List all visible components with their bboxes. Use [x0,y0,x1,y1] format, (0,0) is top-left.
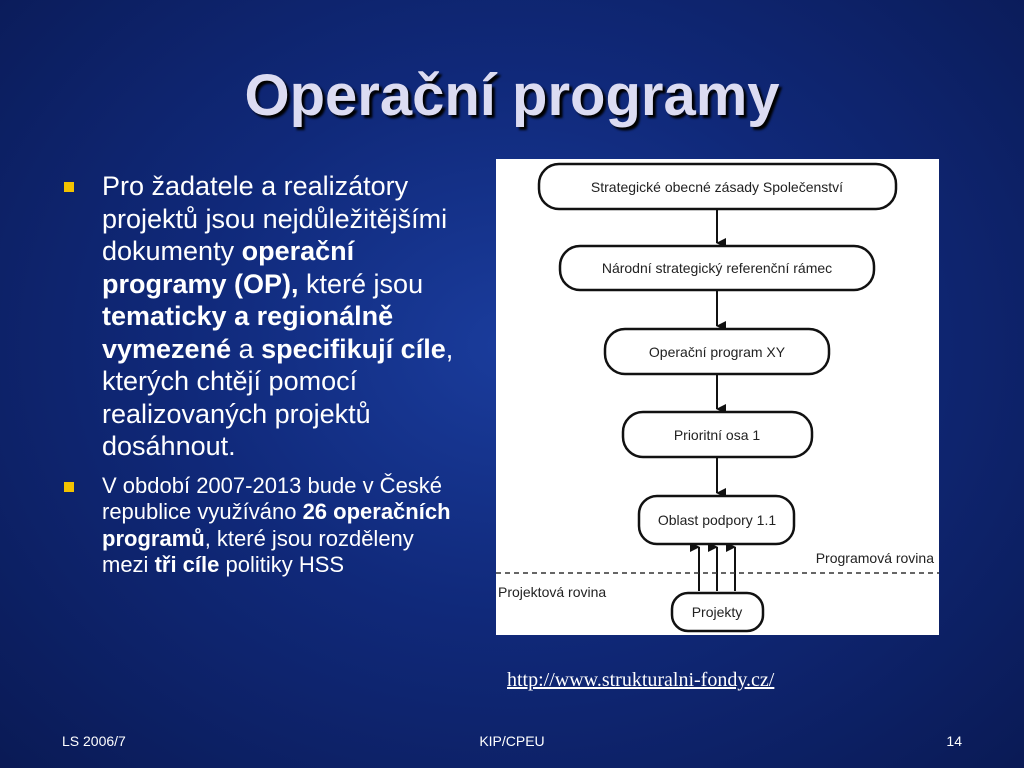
bullet-item [62,170,462,463]
bullet-square-icon [64,482,74,492]
svg-text:Operační program XY: Operační program XY [648,344,786,360]
box-priority-axis [623,412,812,457]
box-strategic-guidelines [539,164,896,209]
bullet-text: Pro žadatele a realizátory projektů jsou nejdůležitějšími dokumenty operační programy (OP), které jsou tematicky a regionálně vymezené a specifikují cíle, kterých chtějí pomocí realizovaných projektů dosáhnout. [102,171,454,461]
svg-text:Strategické obecné zásady Spol: Strategické obecné zásady Společenství [590,179,844,195]
bullet-text: V období 2007-2013 bude v České republice využíváno 26 operačních programů, které jsou rozděleny mezi tři cíle politiky HSS [102,472,451,577]
footer-left: LS 2006/7 [62,733,126,749]
svg-text:Oblast podpory 1.1: Oblast podpory 1.1 [657,512,777,528]
bullet-square-icon [64,182,74,192]
bullet-list [62,170,462,579]
svg-text:Národní strategický referenční: Národní strategický referenční rámec [601,260,833,276]
source-link[interactable]: http://www.strukturalni-fondy.cz/ [507,669,775,691]
footer-center: KIP/CPEU [479,733,545,749]
svg-text:Prioritní osa 1: Prioritní osa 1 [673,427,761,443]
box-operational-programme [605,329,829,374]
box-support-area [639,496,794,544]
diagram-svg [496,159,939,635]
hierarchy-diagram [496,159,939,635]
svg-text:Projekty: Projekty [691,604,743,620]
box-national-framework [560,246,874,290]
slide-title: Operační programy [244,63,780,128]
bullet-item [62,473,462,579]
level-program-label: Programová rovina [815,550,934,566]
box-projects [672,593,763,631]
page-number: 14 [946,733,962,749]
level-project-label: Projektová rovina [498,584,607,600]
